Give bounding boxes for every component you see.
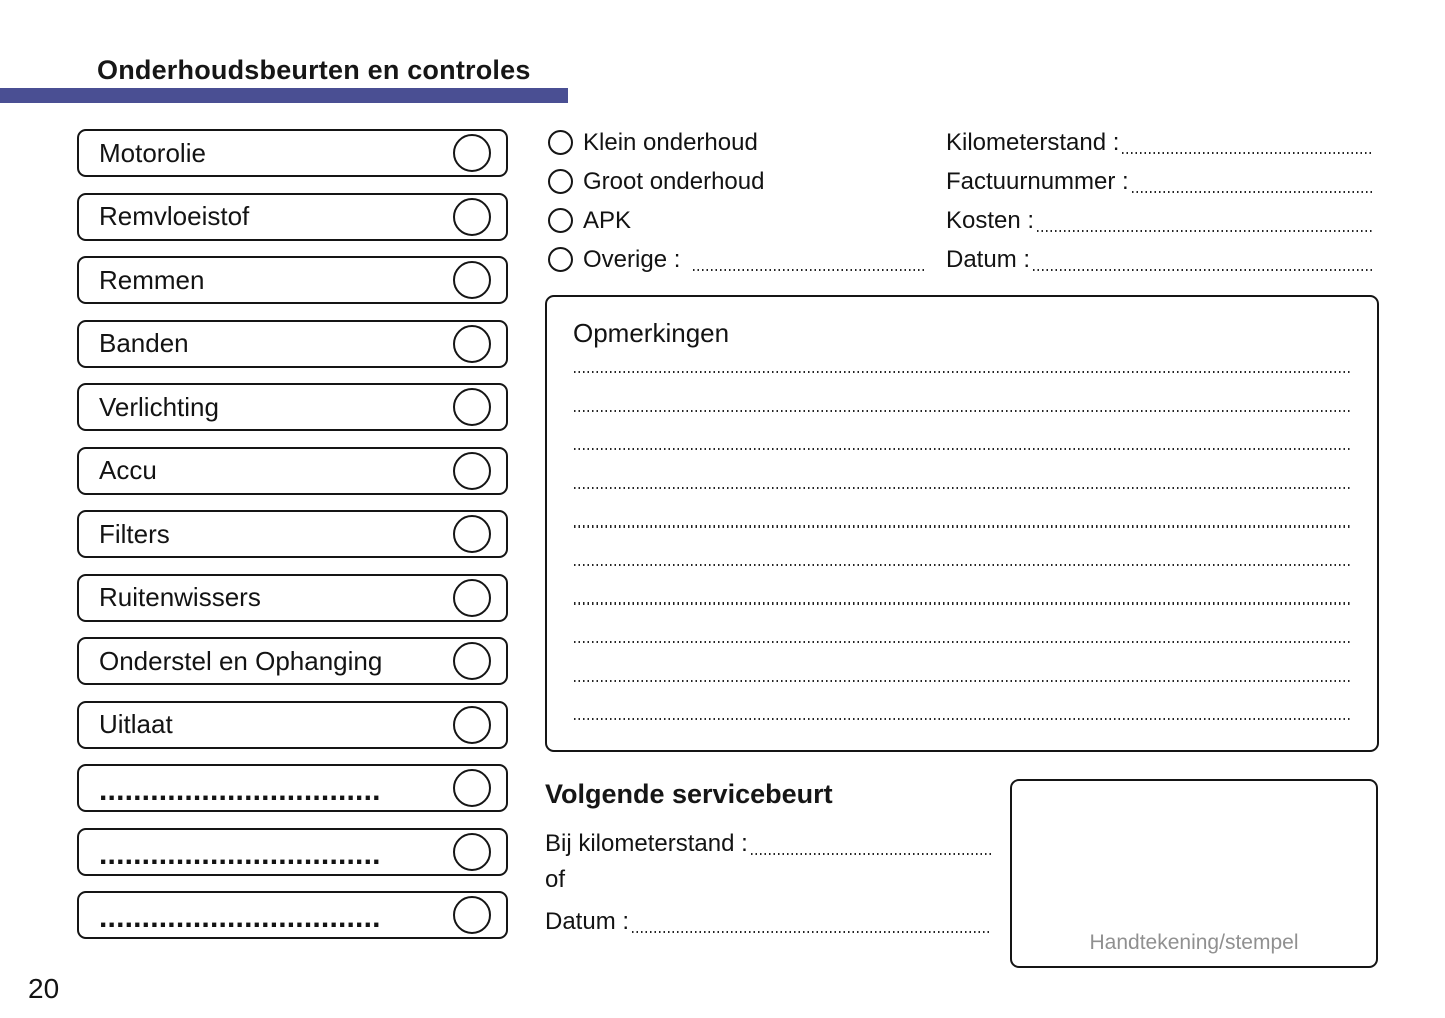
checklist-item bbox=[77, 383, 508, 431]
service-type-label: Klein onderhoud bbox=[583, 128, 758, 156]
check-circle-icon bbox=[453, 515, 491, 553]
checklist-item-writein-dots: ................................. bbox=[99, 901, 381, 934]
checklist-item-label: Verlichting bbox=[99, 391, 219, 422]
dotted-write-line bbox=[574, 641, 1350, 643]
check-circle-icon bbox=[453, 134, 491, 172]
checklist-item bbox=[77, 256, 508, 304]
maintenance-checklist bbox=[77, 129, 508, 939]
dotted-write-line bbox=[574, 564, 1350, 566]
check-circle-icon bbox=[453, 896, 491, 934]
dotted-write-line bbox=[574, 525, 1350, 527]
checklist-item-label: Banden bbox=[99, 328, 189, 358]
checklist-item bbox=[77, 129, 508, 177]
dotted-fill-line bbox=[751, 852, 992, 855]
service-type-option bbox=[548, 240, 925, 279]
next-service-km-field bbox=[545, 824, 992, 863]
check-circle-icon bbox=[453, 261, 491, 299]
record-field-label: Kilometerstand : bbox=[946, 128, 1120, 156]
checklist-item-label: Uitlaat bbox=[99, 709, 173, 739]
page-number: 20 bbox=[28, 973, 60, 1004]
dotted-fill-line bbox=[632, 930, 992, 933]
radio-circle-icon bbox=[548, 208, 573, 233]
dotted-fill-line bbox=[1132, 190, 1372, 193]
check-circle-icon bbox=[453, 833, 491, 871]
signature-box-label: Handtekening/stempel bbox=[1089, 931, 1299, 954]
check-circle-icon bbox=[453, 388, 491, 426]
dotted-write-line bbox=[574, 487, 1350, 489]
title-accent-bar bbox=[0, 88, 568, 103]
checklist-item-label: Ruitenwissers bbox=[99, 582, 261, 612]
record-field-label: Factuurnummer : bbox=[946, 167, 1129, 195]
record-field bbox=[946, 123, 1372, 162]
record-field bbox=[946, 162, 1372, 201]
checklist-item-writein-dots: ................................. bbox=[99, 774, 381, 807]
checklist-item bbox=[77, 510, 508, 558]
service-type-option bbox=[548, 201, 925, 240]
remarks-title: Opmerkingen bbox=[573, 318, 730, 348]
check-circle-icon bbox=[453, 579, 491, 617]
next-service-or-label: of bbox=[545, 866, 566, 893]
dotted-fill-line bbox=[1122, 151, 1372, 154]
dotted-fill-line bbox=[1037, 229, 1372, 232]
check-circle-icon bbox=[453, 642, 491, 680]
dotted-fill-line bbox=[1033, 268, 1372, 271]
next-service-heading: Volgende servicebeurt bbox=[545, 779, 833, 809]
checklist-item bbox=[77, 637, 508, 685]
dotted-write-line bbox=[574, 718, 1350, 720]
service-type-option bbox=[548, 162, 925, 201]
checklist-item-label: Filters bbox=[99, 518, 170, 549]
checklist-item-blank bbox=[77, 828, 508, 876]
dotted-write-line bbox=[574, 371, 1350, 373]
check-circle-icon bbox=[453, 325, 491, 363]
radio-circle-icon bbox=[548, 130, 573, 155]
checklist-item bbox=[77, 447, 508, 495]
record-field-label: Datum : bbox=[946, 245, 1031, 273]
checklist-item-blank bbox=[77, 891, 508, 939]
remarks-write-lines bbox=[574, 371, 1350, 757]
radio-circle-icon bbox=[548, 247, 573, 272]
service-type-label: APK bbox=[583, 206, 632, 234]
next-service-date-label: Datum : bbox=[545, 907, 630, 935]
record-field-label: Kosten : bbox=[946, 206, 1035, 234]
checklist-item-label: Motorolie bbox=[99, 137, 206, 168]
check-circle-icon bbox=[453, 198, 491, 236]
checklist-item-blank bbox=[77, 764, 508, 812]
check-circle-icon bbox=[453, 769, 491, 807]
dotted-write-line bbox=[574, 448, 1350, 450]
dotted-write-line bbox=[574, 602, 1350, 604]
remarks-box bbox=[545, 295, 1379, 752]
record-field bbox=[946, 201, 1372, 240]
service-type-option bbox=[548, 123, 925, 162]
record-field bbox=[946, 240, 1372, 279]
checklist-item-writein-dots: ................................. bbox=[99, 837, 381, 871]
next-service-km-label: Bij kilometerstand : bbox=[545, 829, 748, 857]
checklist-item bbox=[77, 320, 508, 368]
service-type-label: Overige : bbox=[583, 245, 681, 273]
signature-box bbox=[1010, 779, 1378, 968]
check-circle-icon bbox=[453, 452, 491, 490]
checklist-item-label: Remmen bbox=[99, 264, 205, 295]
checklist-item-label: Onderstel en Ophanging bbox=[99, 645, 383, 676]
radio-circle-icon bbox=[548, 169, 573, 194]
record-fields bbox=[946, 123, 1372, 279]
service-type-options bbox=[548, 123, 925, 279]
next-service-date-field bbox=[545, 902, 992, 941]
page-title: Onderhoudsbeurten en controles bbox=[97, 55, 531, 85]
service-type-label: Groot onderhoud bbox=[583, 167, 765, 195]
checklist-item bbox=[77, 193, 508, 241]
dotted-fill-line bbox=[693, 268, 925, 271]
checklist-item bbox=[77, 574, 508, 622]
dotted-write-line bbox=[574, 680, 1350, 682]
checklist-item-label: Accu bbox=[99, 455, 157, 485]
check-circle-icon bbox=[453, 706, 491, 744]
checklist-item-label: Remvloeistof bbox=[99, 201, 250, 231]
checklist-item bbox=[77, 701, 508, 749]
dotted-write-line bbox=[574, 410, 1350, 412]
